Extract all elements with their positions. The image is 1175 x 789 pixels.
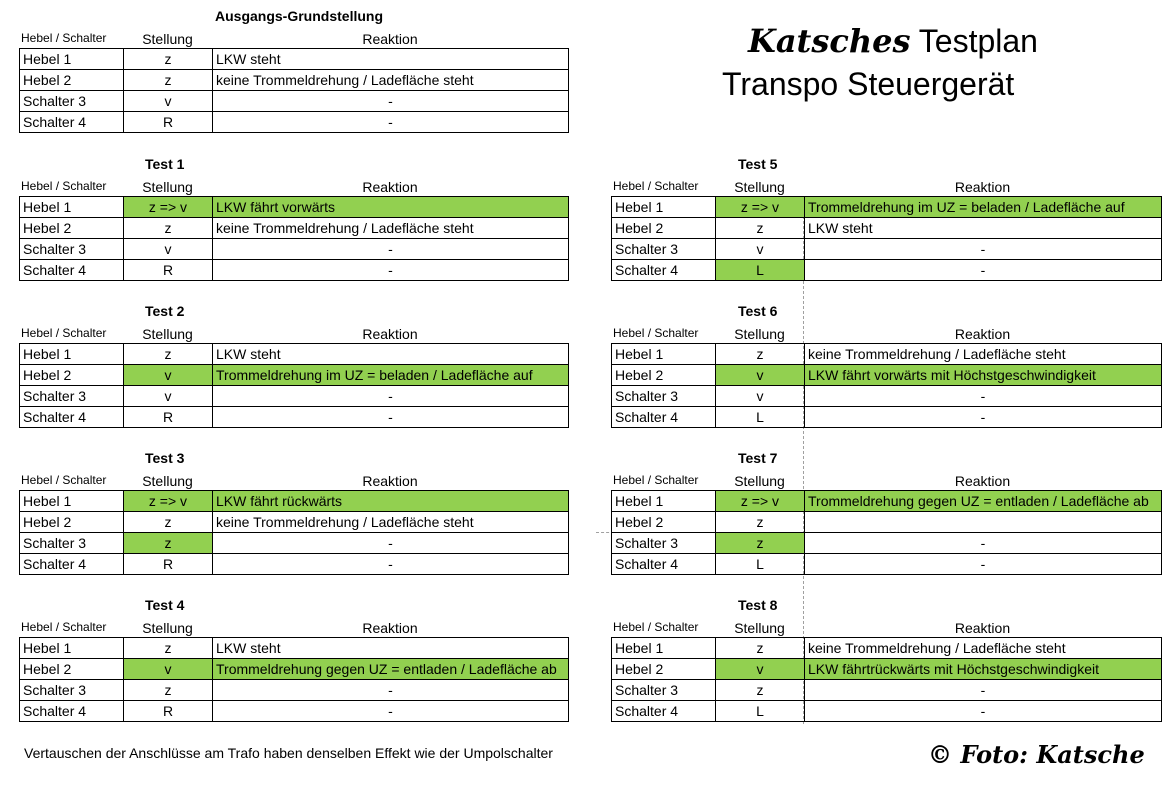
- cell-control[interactable]: Schalter 3: [20, 91, 124, 112]
- cell-reaction[interactable]: LKW fährt vorwärts: [213, 197, 569, 218]
- header-hebel-schalter: Hebel / Schalter: [21, 473, 107, 487]
- cell-control[interactable]: Hebel 2: [612, 365, 716, 386]
- cell-position[interactable]: v: [716, 365, 805, 386]
- table-row: [612, 701, 1162, 722]
- table-row: [20, 91, 569, 112]
- table-row: [612, 260, 1162, 281]
- test-table: [611, 490, 1162, 575]
- table-row: [20, 197, 569, 218]
- cell-reaction[interactable]: -: [213, 554, 569, 575]
- cell-position[interactable]: z: [124, 512, 213, 533]
- header-stellung: Stellung: [734, 620, 785, 636]
- table-row: [20, 49, 569, 70]
- cell-reaction[interactable]: -: [805, 680, 1162, 701]
- test-table: [19, 343, 569, 428]
- cell-control[interactable]: Schalter 3: [20, 239, 124, 260]
- cell-reaction[interactable]: keine Trommeldrehung / Ladefläche steht: [805, 638, 1162, 659]
- header-reaktion: Reaktion: [954, 620, 1011, 636]
- cell-reaction[interactable]: keine Trommeldrehung / Ladefläche steht: [213, 70, 569, 91]
- cell-reaction[interactable]: -: [213, 407, 569, 428]
- cell-control[interactable]: Schalter 4: [20, 260, 124, 281]
- table-row: [612, 638, 1162, 659]
- cell-reaction[interactable]: -: [805, 239, 1162, 260]
- table-row: [612, 512, 1162, 533]
- table-row: [20, 659, 569, 680]
- cell-reaction[interactable]: -: [213, 680, 569, 701]
- block-title: Test 3: [145, 450, 185, 466]
- cell-position[interactable]: z: [124, 70, 213, 91]
- cell-reaction[interactable]: LKW steht: [213, 344, 569, 365]
- cell-position[interactable]: z: [716, 680, 805, 701]
- cell-reaction[interactable]: -: [805, 386, 1162, 407]
- table-row: [612, 554, 1162, 575]
- cell-reaction[interactable]: keine Trommeldrehung / Ladefläche steht: [805, 344, 1162, 365]
- header-reaktion: Reaktion: [362, 31, 418, 47]
- table-row: [20, 638, 569, 659]
- cell-control[interactable]: Schalter 4: [612, 407, 716, 428]
- table-row: [20, 533, 569, 554]
- cell-position[interactable]: z: [124, 218, 213, 239]
- cell-control[interactable]: Schalter 3: [612, 239, 716, 260]
- cell-control[interactable]: Schalter 4: [612, 701, 716, 722]
- cell-reaction[interactable]: keine Trommeldrehung / Ladefläche steht: [213, 512, 569, 533]
- header-stellung: Stellung: [142, 326, 193, 342]
- cell-position[interactable]: z: [716, 344, 805, 365]
- test-table: [19, 48, 569, 133]
- cell-control[interactable]: Schalter 3: [612, 533, 716, 554]
- cell-position[interactable]: v: [124, 386, 213, 407]
- block-title: Test 1: [145, 156, 185, 172]
- cell-reaction[interactable]: LKW fährt rückwärts: [213, 491, 569, 512]
- cell-position[interactable]: z: [716, 638, 805, 659]
- header-reaktion: Reaktion: [954, 326, 1011, 342]
- header-stellung: Stellung: [734, 326, 785, 342]
- cell-position[interactable]: v: [124, 365, 213, 386]
- cell-position[interactable]: z: [124, 49, 213, 70]
- cell-reaction[interactable]: -: [213, 260, 569, 281]
- cell-position[interactable]: z: [124, 638, 213, 659]
- cell-control[interactable]: Schalter 4: [20, 407, 124, 428]
- table-row: [612, 386, 1162, 407]
- header-reaktion: Reaktion: [954, 473, 1011, 489]
- cell-control[interactable]: Hebel 2: [612, 218, 716, 239]
- table-row: [20, 554, 569, 575]
- table-row: [612, 239, 1162, 260]
- header-reaktion: Reaktion: [362, 326, 418, 342]
- cell-control[interactable]: Schalter 3: [20, 386, 124, 407]
- table-row: [20, 260, 569, 281]
- cell-position[interactable]: z: [124, 680, 213, 701]
- table-row: [612, 680, 1162, 701]
- cell-reaction[interactable]: -: [213, 701, 569, 722]
- header-reaktion: Reaktion: [362, 179, 418, 195]
- cell-position[interactable]: v: [716, 659, 805, 680]
- header-reaktion: Reaktion: [954, 179, 1011, 195]
- cell-reaction[interactable]: Trommeldrehung gegen UZ = entladen / Ladefläche ab: [213, 659, 569, 680]
- table-row: [612, 218, 1162, 239]
- header-hebel-schalter: Hebel / Schalter: [21, 326, 107, 340]
- cell-position[interactable]: v: [124, 91, 213, 112]
- cell-reaction[interactable]: keine Trommeldrehung / Ladefläche steht: [213, 218, 569, 239]
- cell-control[interactable]: Schalter 4: [612, 260, 716, 281]
- footer-note: Vertauschen der Anschlüsse am Trafo haben denselben Effekt wie der Umpolschalter: [24, 745, 553, 761]
- cell-reaction[interactable]: -: [805, 260, 1162, 281]
- cell-control[interactable]: Schalter 4: [20, 701, 124, 722]
- cell-control[interactable]: Hebel 1: [20, 638, 124, 659]
- cell-position[interactable]: z => v: [716, 491, 805, 512]
- table-row: [612, 407, 1162, 428]
- block-title: Test 8: [738, 597, 778, 613]
- cell-control[interactable]: Hebel 1: [612, 344, 716, 365]
- table-row: [20, 218, 569, 239]
- title-rest: Testplan: [910, 23, 1038, 59]
- header-hebel-schalter: Hebel / Schalter: [21, 31, 107, 45]
- cell-position[interactable]: z => v: [124, 197, 213, 218]
- header-hebel-schalter: Hebel / Schalter: [613, 620, 699, 634]
- cell-control[interactable]: Schalter 3: [612, 386, 716, 407]
- cell-position[interactable]: z: [124, 533, 213, 554]
- test-table: [611, 196, 1162, 281]
- table-row: [20, 407, 569, 428]
- header-stellung: Stellung: [142, 473, 193, 489]
- cell-reaction[interactable]: LKW steht: [213, 638, 569, 659]
- cell-control[interactable]: Hebel 2: [20, 218, 124, 239]
- cell-reaction[interactable]: LKW steht: [805, 218, 1162, 239]
- cell-position[interactable]: z: [716, 512, 805, 533]
- cell-control[interactable]: Schalter 4: [20, 112, 124, 133]
- cell-reaction[interactable]: -: [213, 91, 569, 112]
- header-hebel-schalter: Hebel / Schalter: [21, 620, 107, 634]
- cell-reaction[interactable]: LKW steht: [213, 49, 569, 70]
- cell-control[interactable]: Hebel 2: [612, 659, 716, 680]
- cell-reaction[interactable]: Trommeldrehung im UZ = beladen / Ladefläche auf: [805, 197, 1162, 218]
- cell-position[interactable]: L: [716, 407, 805, 428]
- cell-position[interactable]: R: [124, 407, 213, 428]
- table-row: [20, 365, 569, 386]
- cell-reaction[interactable]: Trommeldrehung gegen UZ = entladen / Ladefläche ab: [805, 491, 1162, 512]
- cell-position[interactable]: z: [716, 533, 805, 554]
- cell-position[interactable]: L: [716, 260, 805, 281]
- cell-reaction[interactable]: -: [213, 239, 569, 260]
- cell-control[interactable]: Hebel 1: [612, 638, 716, 659]
- test-table: [611, 637, 1162, 722]
- cell-position[interactable]: v: [124, 659, 213, 680]
- table-row: [20, 680, 569, 701]
- cell-reaction[interactable]: -: [805, 554, 1162, 575]
- cell-reaction[interactable]: -: [213, 533, 569, 554]
- test-table: [19, 196, 569, 281]
- cell-reaction[interactable]: -: [805, 533, 1162, 554]
- table-row: [612, 659, 1162, 680]
- header-hebel-schalter: Hebel / Schalter: [613, 179, 699, 193]
- test-table: [19, 637, 569, 722]
- cell-reaction[interactable]: LKW fährt vorwärts mit Höchstgeschwindigkeit: [805, 365, 1162, 386]
- cell-control[interactable]: Schalter 3: [20, 533, 124, 554]
- cell-control[interactable]: Hebel 2: [20, 659, 124, 680]
- table-row: [20, 70, 569, 91]
- cell-position[interactable]: R: [124, 701, 213, 722]
- table-row: [20, 512, 569, 533]
- cell-position[interactable]: L: [716, 701, 805, 722]
- cell-position[interactable]: v: [716, 239, 805, 260]
- header-reaktion: Reaktion: [362, 620, 418, 636]
- test-table: [611, 343, 1162, 428]
- cell-reaction[interactable]: -: [805, 701, 1162, 722]
- block-title: Test 4: [145, 597, 185, 613]
- header-hebel-schalter: Hebel / Schalter: [21, 179, 107, 193]
- cell-control[interactable]: Hebel 2: [20, 70, 124, 91]
- cell-control[interactable]: Hebel 1: [20, 49, 124, 70]
- block-title: Ausgangs-Grundstellung: [215, 8, 383, 24]
- cell-position[interactable]: R: [124, 554, 213, 575]
- table-row: [612, 533, 1162, 554]
- cell-position[interactable]: R: [124, 112, 213, 133]
- cell-control[interactable]: Schalter 3: [612, 680, 716, 701]
- cell-control[interactable]: Schalter 4: [20, 554, 124, 575]
- cell-position[interactable]: L: [716, 554, 805, 575]
- header-reaktion: Reaktion: [362, 473, 418, 489]
- cell-control[interactable]: Hebel 1: [612, 197, 716, 218]
- cell-control[interactable]: Hebel 1: [20, 344, 124, 365]
- cell-reaction[interactable]: [805, 512, 1162, 533]
- page-subtitle: Transpo Steuergerät: [722, 66, 1015, 102]
- table-row: [20, 344, 569, 365]
- cell-control[interactable]: Schalter 4: [612, 554, 716, 575]
- cell-control[interactable]: Hebel 1: [612, 491, 716, 512]
- cell-control[interactable]: Hebel 1: [20, 491, 124, 512]
- copyright: © Foto: Katsche: [928, 740, 1145, 769]
- cell-reaction[interactable]: -: [805, 407, 1162, 428]
- cell-control[interactable]: Schalter 3: [20, 680, 124, 701]
- cell-position[interactable]: v: [124, 239, 213, 260]
- cell-position[interactable]: R: [124, 260, 213, 281]
- header-hebel-schalter: Hebel / Schalter: [613, 326, 699, 340]
- cell-control[interactable]: Hebel 1: [20, 197, 124, 218]
- header-stellung: Stellung: [142, 620, 193, 636]
- header-stellung: Stellung: [734, 179, 785, 195]
- table-row: [612, 197, 1162, 218]
- test-table: [19, 490, 569, 575]
- table-row: [20, 386, 569, 407]
- cell-reaction[interactable]: LKW fährtrückwärts mit Höchstgeschwindigkeit: [805, 659, 1162, 680]
- table-row: [20, 239, 569, 260]
- block-title: Test 7: [738, 450, 778, 466]
- cell-position[interactable]: z => v: [716, 197, 805, 218]
- header-stellung: Stellung: [142, 31, 193, 47]
- table-row: [20, 112, 569, 133]
- block-title: Test 6: [738, 303, 778, 319]
- cell-reaction[interactable]: Trommeldrehung im UZ = beladen / Ladefläche auf: [213, 365, 569, 386]
- header-stellung: Stellung: [142, 179, 193, 195]
- block-title: Test 5: [738, 156, 778, 172]
- table-row: [612, 491, 1162, 512]
- cell-control[interactable]: Hebel 2: [20, 365, 124, 386]
- cell-position[interactable]: z: [124, 344, 213, 365]
- cell-reaction[interactable]: -: [213, 386, 569, 407]
- header-stellung: Stellung: [734, 473, 785, 489]
- header-hebel-schalter: Hebel / Schalter: [613, 473, 699, 487]
- cell-reaction[interactable]: -: [213, 112, 569, 133]
- table-row: [612, 365, 1162, 386]
- cell-control[interactable]: Hebel 2: [20, 512, 124, 533]
- cell-position[interactable]: z => v: [124, 491, 213, 512]
- block-title: Test 2: [145, 303, 185, 319]
- cell-control[interactable]: Hebel 2: [612, 512, 716, 533]
- page-title: [748, 22, 1038, 60]
- cell-position[interactable]: v: [716, 386, 805, 407]
- cell-position[interactable]: z: [716, 218, 805, 239]
- table-row: [20, 701, 569, 722]
- table-row: [20, 491, 569, 512]
- table-row: [612, 344, 1162, 365]
- title-script-word: Katsches: [748, 22, 911, 60]
